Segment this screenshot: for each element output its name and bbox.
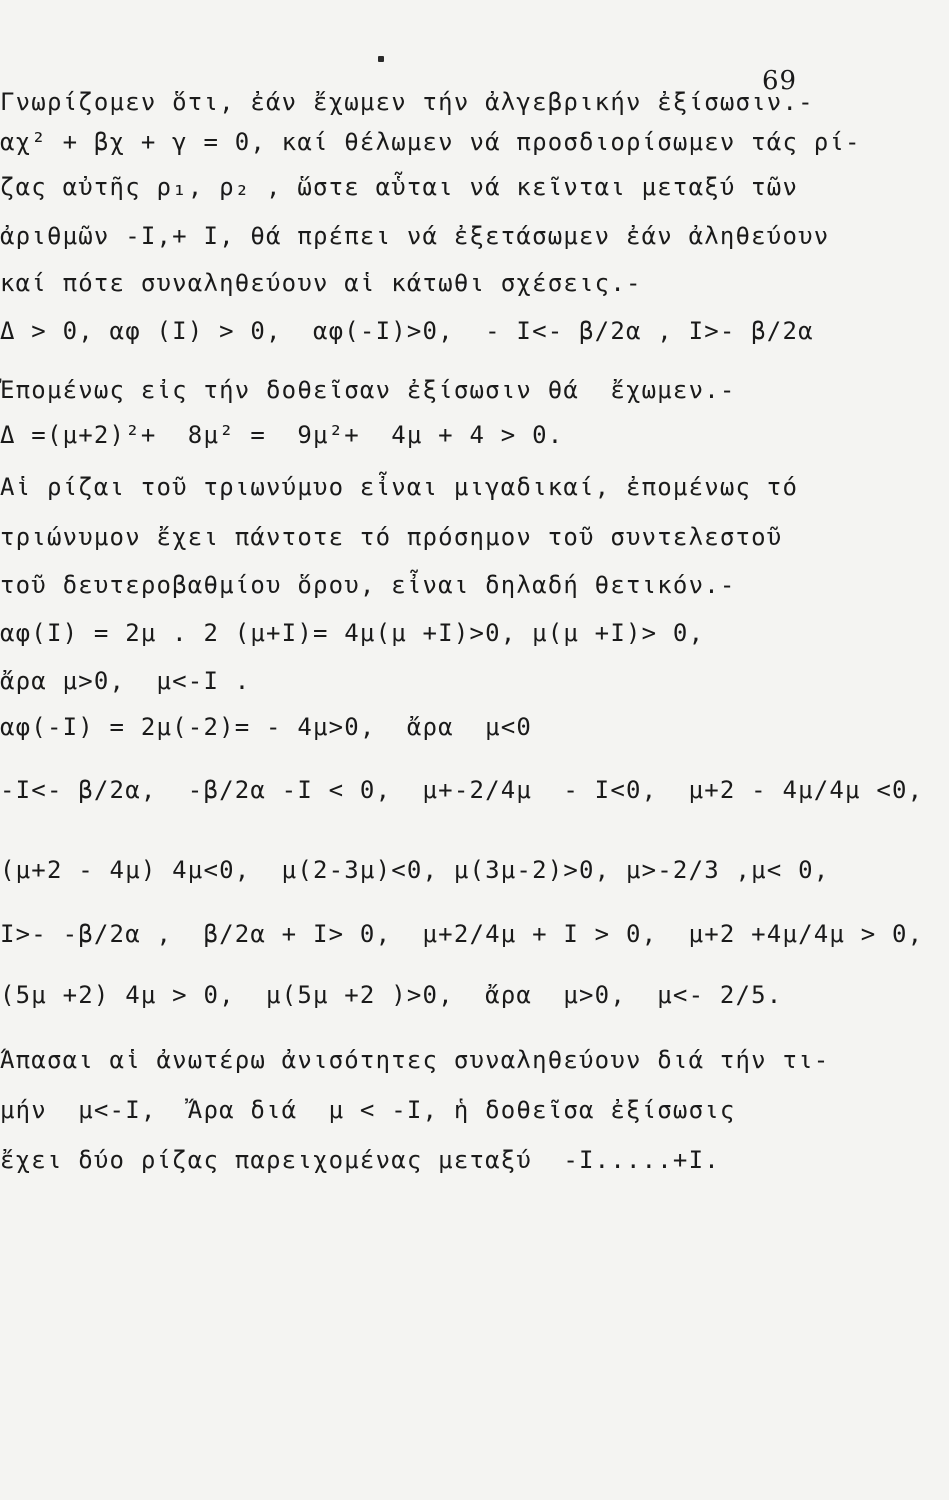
equation-line-7: (5μ +2) 4μ > 0, μ(5μ +2 )>0, ἄρα μ>0, μ<- 2/5. (0, 981, 783, 1009)
conditions-line: Δ > 0, αφ (Ι) > 0, αφ(-Ι)>0, - Ι<- β/2α , Ι>- β/2α (0, 317, 814, 345)
text-line-9: Αἱ ρίζαι τοῦ τριωνύμυο εἶναι μιγαδικαί, ἐπομένως τό (0, 473, 799, 501)
text-line-20: μήν μ<-Ι, Ἄρα διά μ < -Ι, ἡ δοθεῖσα ἐξίσωσις (0, 1096, 736, 1124)
print-speck (378, 56, 384, 62)
text-line-4: ἀριθμῶν -Ι,+ Ι, θά πρέπει νά ἐξετάσωμεν ἐάν ἀληθεύουν (0, 222, 830, 250)
text-line-11: τοῦ δευτεροβαθμίου ὅρου, εἶναι δηλαδή θετικόν.- (0, 571, 736, 599)
text-line-1: Γνωρίζομεν ὅτι, ἐάν ἔχωμεν τήν ἀλγεβρικήν ἐξίσωσιν.- (0, 88, 814, 116)
equation-line-5: (μ+2 - 4μ) 4μ<0, μ(2-3μ)<0, μ(3μ-2)>0, μ>-2/3 ,μ< 0, (0, 856, 830, 884)
text-line-3: ζας αὐτῆς ρ₁, ρ₂ , ὥστε αὗται νά κεῖνται μεταξύ τῶν (0, 173, 799, 201)
text-line-21: ἔχει δύο ρίζας παρειχομένας μεταξύ -Ι.....+Ι. (0, 1146, 720, 1174)
equation-line-2: ἄρα μ>0, μ<-Ι . (0, 667, 251, 695)
equation-line-6: Ι>- -β/2α , β/2α + Ι> 0, μ+2/4μ + Ι > 0, μ+2 +4μ/4μ > 0, (0, 920, 924, 948)
text-line-7: Ἐπομένως εἰς τήν δοθεῖσαν ἐξίσωσιν θά ἔχωμεν.- (0, 376, 736, 404)
text-line-5: καί πότε συναληθεύουν αἱ κάτωθι σχέσεις.- (0, 269, 642, 297)
text-line-10: τριώνυμον ἔχει πάντοτε τό πρόσημον τοῦ συντελεστοῦ (0, 523, 783, 551)
page-number: 69 (762, 66, 798, 96)
equation-line-4: -Ι<- β/2α, -β/2α -Ι < 0, μ+-2/4μ - Ι<0, μ+2 - 4μ/4μ <0, (0, 776, 924, 804)
equation-line-3: αφ(-Ι) = 2μ(-2)= - 4μ>0, ἄρα μ<0 (0, 713, 533, 741)
equation-line-1: αφ(Ι) = 2μ . 2 (μ+Ι)= 4μ(μ +Ι)>0, μ(μ +Ι)> 0, (0, 619, 705, 647)
text-line-2: αχ² + βχ + γ = 0, καί θέλωμεν νά προσδιορίσωμεν τάς ρί- (0, 128, 861, 156)
text-line-19: Ἅπασαι αἱ ἀνωτέρω ἀνισότητες συναληθεύουν διά τήν τι- (0, 1046, 830, 1074)
discriminant-line: Δ =(μ+2)²+ 8μ² = 9μ²+ 4μ + 4 > 0. (0, 421, 564, 449)
